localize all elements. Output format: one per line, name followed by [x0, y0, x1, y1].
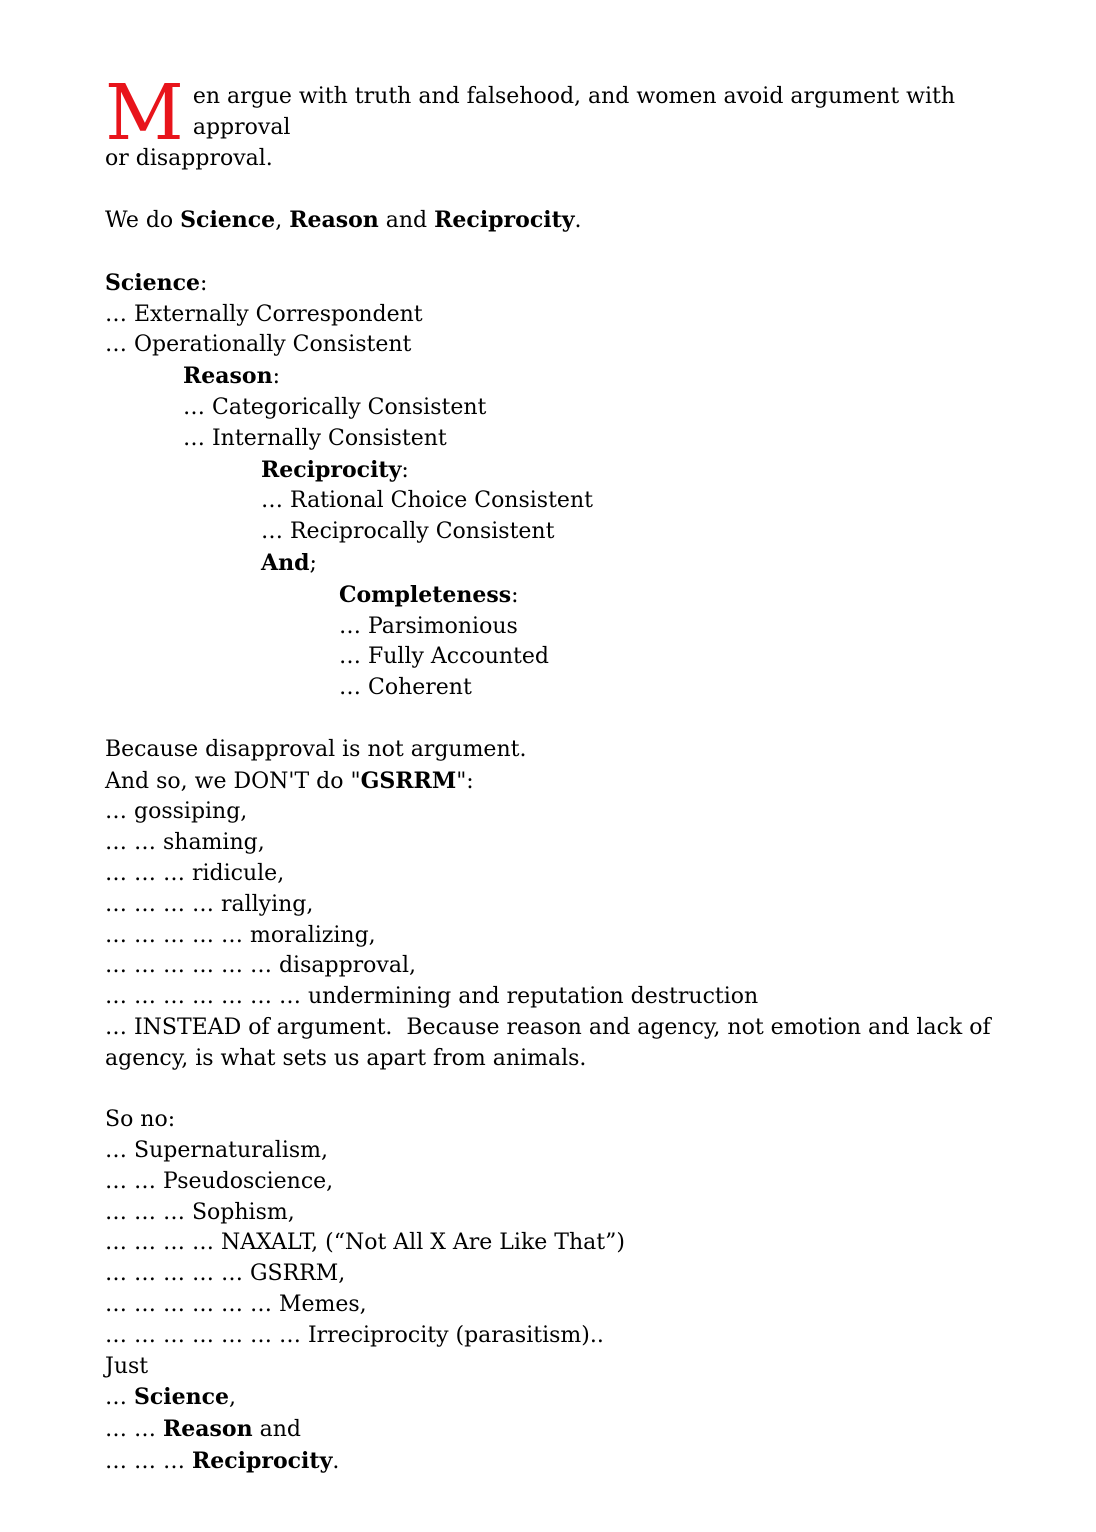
text-line [105, 1259, 1027, 1290]
text-run-bold: Reason [183, 363, 273, 390]
text-run-bold: Science [180, 207, 276, 234]
text-run: … … shaming, [105, 830, 265, 856]
text-run: … … … … … GSRRM, [105, 1261, 346, 1287]
text-line [105, 921, 1027, 952]
text-run: … Operationally Consistent [105, 332, 412, 358]
text-run: . [574, 208, 582, 234]
document-content [105, 69, 1027, 1478]
text-line [105, 766, 1027, 798]
text-line [105, 1105, 1027, 1136]
text-run: … gossiping, [105, 799, 248, 825]
text-line [105, 890, 1027, 921]
dont-do-gsrrm-list [105, 735, 1027, 1075]
so-no-list [105, 1105, 1027, 1478]
text-run: , [229, 1385, 237, 1411]
text-line [105, 1228, 1027, 1259]
text-line [105, 1414, 1027, 1446]
text-line [105, 455, 1027, 487]
text-line [105, 1167, 1027, 1198]
criteria-outline [105, 268, 1027, 704]
text-run: … … Pseudoscience, [105, 1168, 334, 1194]
intro-line-1: en argue with truth and falsehood, and women avoid argument with approval [192, 84, 956, 140]
text-run: : [200, 270, 208, 296]
text-run: … Supernaturalism, [105, 1138, 328, 1164]
text-run-bold: Reason [163, 1416, 253, 1443]
intro-paragraph [105, 69, 1027, 174]
text-line [105, 1013, 1027, 1075]
text-run: … … … … … … … undermining and reputation destruction [105, 984, 759, 1010]
text-run: … … … [105, 1449, 192, 1475]
text-line [105, 268, 1027, 300]
text-line [105, 205, 1027, 237]
text-run-bold: GSRRM [360, 767, 457, 794]
tagline-paragraph [105, 205, 1027, 237]
text-line [105, 1136, 1027, 1167]
text-run: … … [105, 1417, 163, 1443]
text-run: And so, we DON'T do " [105, 768, 361, 794]
text-run: … … … … rallying, [105, 891, 314, 917]
dropcap-letter: M [105, 69, 184, 158]
text-line [105, 330, 1027, 361]
text-run: : [511, 582, 519, 608]
text-run: … … … … … … Memes, [105, 1292, 367, 1318]
text-run: … Coherent [339, 675, 472, 701]
text-run: We do [105, 208, 181, 234]
text-line [105, 361, 1027, 393]
text-run: … Externally Correspondent [105, 301, 423, 327]
text-run: … Internally Consistent [183, 425, 447, 451]
text-run: ; [309, 550, 317, 576]
text-line [105, 1446, 1027, 1478]
text-line [105, 612, 1027, 643]
text-run: … [105, 1385, 134, 1411]
text-run: … … … … … … … Irreciprocity (parasitism).. [105, 1322, 604, 1348]
text-run: So no: [105, 1107, 176, 1133]
document-blocks [105, 205, 1027, 1478]
text-run: . [332, 1449, 340, 1475]
text-run: … Fully Accounted [339, 644, 549, 670]
text-run-bold: Completeness [339, 581, 512, 608]
text-line [105, 642, 1027, 673]
text-line [105, 1382, 1027, 1414]
text-run: Because disapproval is not argument. [105, 736, 527, 762]
text-line [105, 859, 1027, 890]
text-line [105, 580, 1027, 612]
text-run: … … … … NAXALT, (“Not All X Are Like That”) [105, 1230, 625, 1256]
text-run-bold: And [261, 549, 310, 576]
text-run: : [272, 364, 281, 390]
text-run: ": [456, 768, 474, 794]
text-run-bold: Science [134, 1384, 230, 1411]
text-run-bold: Reciprocity [434, 207, 575, 234]
text-line [105, 735, 1027, 766]
text-run: … … … … … … disapproval, [105, 953, 416, 979]
text-run-bold: Reason [289, 207, 379, 234]
text-run-bold: Reciprocity [261, 456, 402, 483]
text-line [105, 548, 1027, 580]
text-line [105, 797, 1027, 828]
text-run: … … … … … moralizing, [105, 922, 376, 948]
text-line [105, 300, 1027, 331]
text-run: … Parsimonious [339, 613, 518, 639]
text-line [105, 1352, 1027, 1383]
text-line [105, 393, 1027, 424]
text-run: … … … Sophism, [105, 1199, 295, 1225]
text-run-bold: Science [105, 269, 201, 296]
intro-line-2: or disapproval. [105, 145, 273, 171]
text-line [105, 424, 1027, 455]
text-line [105, 951, 1027, 982]
text-line [105, 1321, 1027, 1352]
text-run: : [401, 457, 409, 483]
text-line [105, 517, 1027, 548]
text-run: … Reciprocally Consistent [261, 519, 555, 545]
text-line [105, 1290, 1027, 1321]
text-run: … … … ridicule, [105, 860, 285, 886]
text-run: Just [105, 1353, 149, 1379]
text-run: … Rational Choice Consistent [261, 488, 593, 514]
text-line [105, 828, 1027, 859]
text-line [105, 486, 1027, 517]
text-run: … Categorically Consistent [183, 394, 487, 420]
text-line [105, 1198, 1027, 1229]
text-line [105, 673, 1027, 704]
text-line [105, 982, 1027, 1013]
text-run: , [275, 208, 290, 234]
text-run: … INSTEAD of argument. Because reason and agency, not emotion and lack of agency, is what sets us apart from animals. [105, 1014, 991, 1071]
text-run: and [378, 208, 435, 234]
text-run-bold: Reciprocity [191, 1448, 333, 1475]
text-run: and [252, 1417, 301, 1443]
